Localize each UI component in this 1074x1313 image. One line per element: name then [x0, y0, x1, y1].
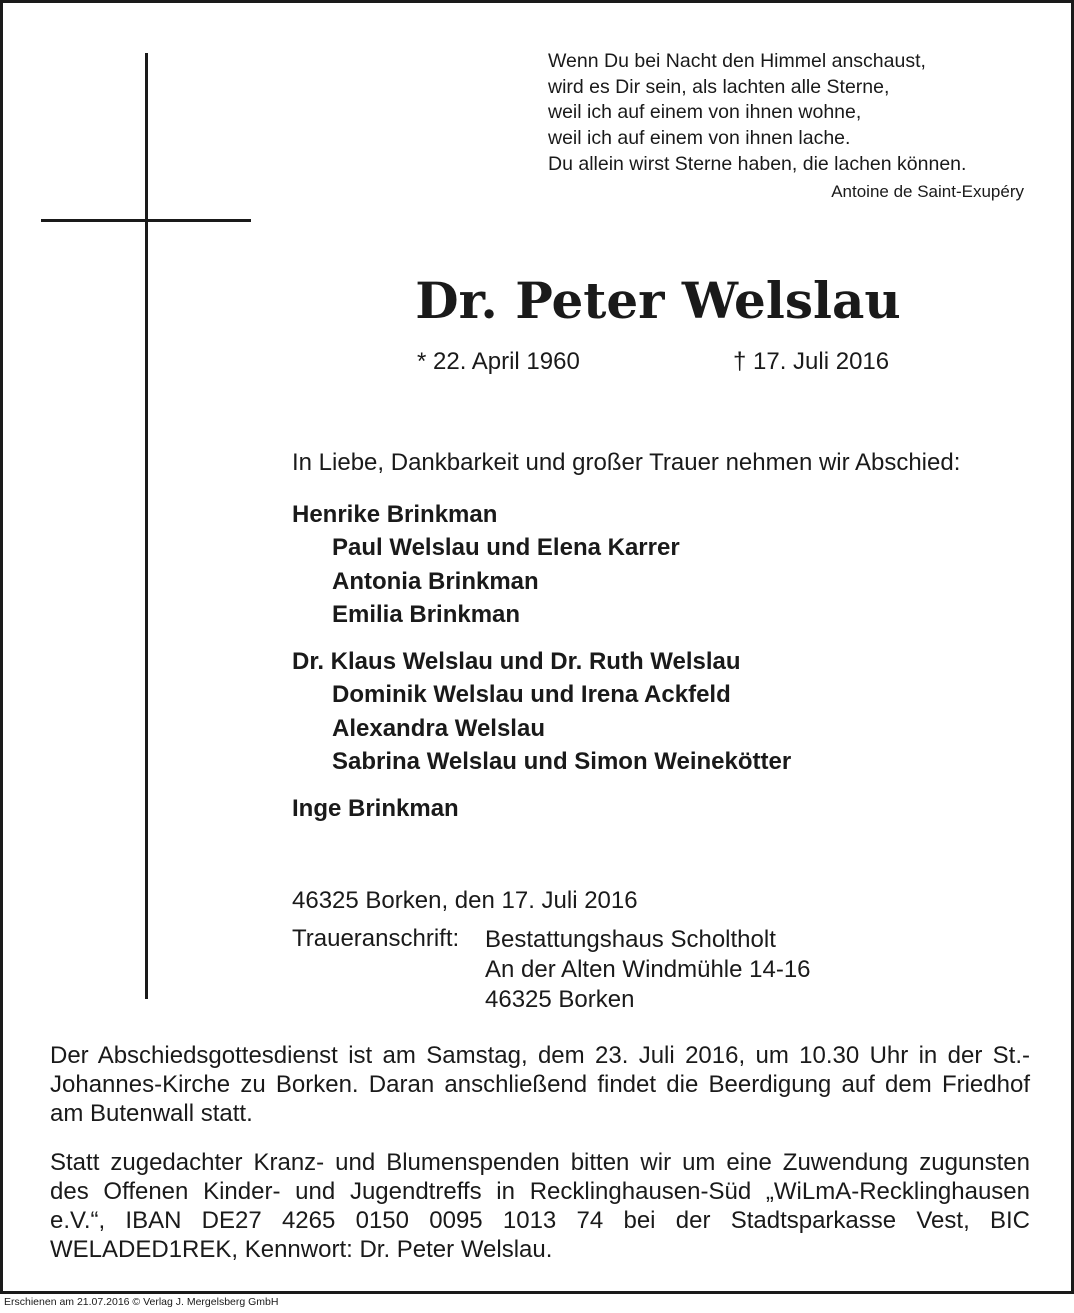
- poem-line: weil ich auf einem von ihnen wohne,: [548, 101, 862, 124]
- address-line: 46325 Borken: [485, 986, 635, 1013]
- mourner-head: Dr. Klaus Welslau und Dr. Ruth Welslau: [292, 648, 741, 676]
- farewell-intro: In Liebe, Dankbarkeit und großer Trauer nehmen wir Abschied:: [292, 449, 961, 476]
- mourner-member: Emilia Brinkman: [332, 600, 521, 628]
- mourner-member: Sabrina Welslau und Simon Weinekötter: [332, 748, 792, 776]
- poem-line: Wenn Du bei Nacht den Himmel anschaust,: [548, 50, 926, 72]
- mourner-group: [292, 792, 791, 825]
- mourner-head: Inge Brinkman: [292, 795, 459, 823]
- mourner-group: [292, 645, 791, 778]
- mourner-head: Henrike Brinkman: [292, 501, 498, 528]
- birth-date: * 22. April 1960: [417, 348, 580, 375]
- poem-author: Antoine de Saint-Exupéry: [831, 182, 1024, 201]
- cross-vertical-bar: [145, 53, 148, 999]
- address-line: An der Alten Windmühle 14-16: [485, 956, 811, 983]
- poem-line: wird es Dir sein, als lachten alle Sterne,: [548, 75, 890, 98]
- poem: [548, 49, 966, 178]
- donation-paragraph: Statt zugedachter Kranz- und Blumenspenden bitten wir um eine Zuwendung zugunsten des Offenen Kinder- und Jugendtreffs in Recklinghausen-Süd „WiLmA-Recklinghausen e.V.“, IBAN DE27 4265 0150 0095 1013 74 bei der Stadtsparkasse Vest, BIC WELADED1REK, Kennwort: Dr. Peter Welslau.: [50, 1149, 1030, 1263]
- service-paragraph: Der Abschiedsgottesdienst ist am Samstag, dem 23. Juli 2016, um 10.30 Uhr in der St.-Johannes-Kirche zu Borken. Daran anschließend findet die Beerdigung auf dem Friedhof am Butenwall statt.: [50, 1042, 1030, 1127]
- deceased-name: Dr. Peter Welslau: [415, 271, 901, 330]
- place-date: 46325 Borken, den 17. Juli 2016: [292, 887, 638, 914]
- death-date: † 17. Juli 2016: [733, 348, 890, 375]
- address-label: Traueranschrift:: [292, 925, 460, 952]
- poem-line: Du allein wirst Sterne haben, die lachen können.: [548, 152, 967, 175]
- mourner-member: Antonia Brinkman: [332, 567, 539, 595]
- mourners-list: [292, 498, 791, 840]
- cross-horizontal-bar: [41, 219, 251, 222]
- mourner-member: Alexandra Welslau: [332, 714, 545, 742]
- publication-footer: Erschienen am 21.07.2016 © Verlag J. Mergelsberg GmbH: [4, 1296, 279, 1308]
- mourner-group: [292, 498, 791, 631]
- mourner-member: Paul Welslau und Elena Karrer: [332, 534, 680, 562]
- mourning-address: [485, 925, 811, 1015]
- address-line: Bestattungshaus Scholtholt: [485, 926, 776, 953]
- mourner-member: Dominik Welslau und Irena Ackfeld: [332, 681, 731, 709]
- poem-line: weil ich auf einem von ihnen lache.: [548, 127, 851, 150]
